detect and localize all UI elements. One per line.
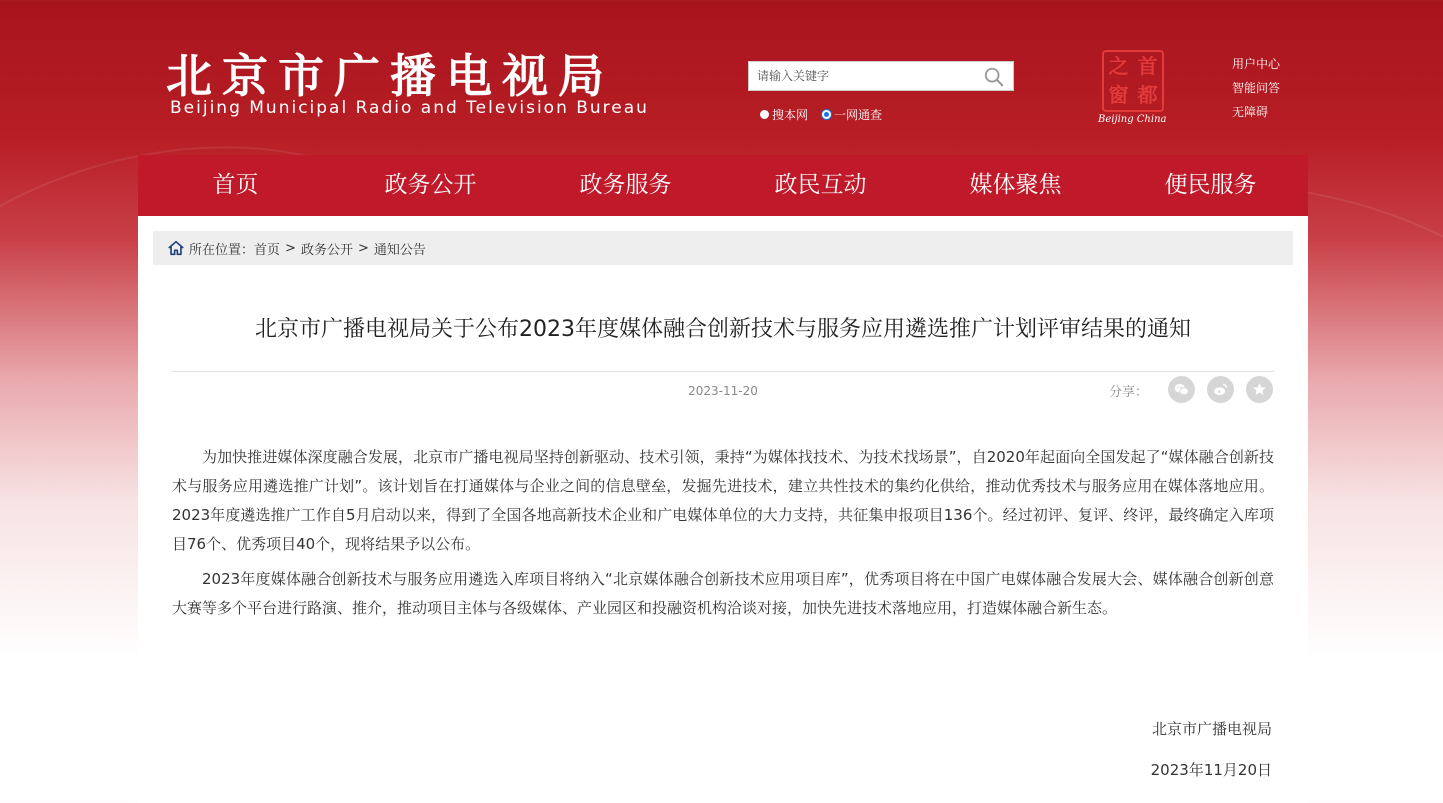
link-smart-qa[interactable]: 智能问答	[1232, 81, 1281, 95]
share-label: 分享：	[1109, 385, 1149, 400]
wechat-icon	[1173, 381, 1190, 398]
nav-item-interaction[interactable]: 政民互动	[774, 172, 867, 198]
nav-item-home[interactable]: 首页	[212, 172, 259, 198]
seal-char: 之	[1108, 54, 1129, 78]
radio-button[interactable]	[822, 110, 831, 119]
radio-label: 搜本网	[772, 108, 809, 122]
publish-date: 2023-11-20	[688, 384, 758, 398]
signoff-organization: 北京市广播电视局	[1151, 720, 1272, 738]
seal-char: 窗	[1108, 83, 1129, 107]
radio-search-site[interactable]	[760, 106, 808, 123]
breadcrumb-notices[interactable]: 通知公告	[373, 242, 426, 258]
breadcrumb-prefix: 所在位置：	[189, 242, 255, 258]
search-input[interactable]	[749, 62, 979, 90]
top-links	[1232, 55, 1280, 120]
link-accessibility[interactable]: 无障碍	[1232, 105, 1269, 119]
breadcrumb-separator: >	[357, 240, 369, 256]
share-favorite-button[interactable]	[1246, 376, 1273, 403]
site-logo-subtitle: Beijing Municipal Radio and Television Bureau	[170, 98, 649, 118]
breadcrumb	[153, 231, 1293, 265]
seal-char: 都	[1137, 83, 1158, 107]
link-user-center[interactable]: 用户中心	[1232, 57, 1281, 71]
title-divider	[172, 371, 1274, 372]
share-wechat-button[interactable]	[1168, 376, 1195, 403]
article-paragraph: 为加快推进媒体深度融合发展，北京市广播电视局坚持创新驱动、技术引领，秉持“为媒体找技术、为技术找场景”，自2020年起面向全国发起了“媒体融合创新技术与服务应用遴选推广计划”。该计划旨在打通媒体与企业之间的信息壁垒，发掘先进技术，建立共性技术的集约化供给，推动优秀技术与服务应用在媒体落地应用。2023年度遴选推广工作自5月启动以来，得到了全国各地高新技术企业和广电媒体单位的大力支持，共征集申报项目136个。经过初评、复评、终评，最终确定入库项目76个、优秀项目40个，现将结果予以公布。	[172, 448, 1274, 553]
breadcrumb-separator: >	[285, 240, 296, 256]
main-content	[138, 216, 1308, 803]
seal-char: 首	[1137, 54, 1158, 78]
site-logo-title[interactable]: 北京市广播电视局	[166, 49, 614, 103]
breadcrumb-government-affairs[interactable]: 政务公开	[300, 242, 353, 258]
article-title: 北京市广播电视局关于公布2023年度媒体融合创新技术与服务应用遴选推广计划评审结果的通知	[255, 317, 1191, 342]
search-icon[interactable]	[983, 66, 1005, 88]
radio-label: 一网通查	[834, 108, 883, 122]
main-nav	[138, 155, 1308, 216]
weibo-icon	[1212, 381, 1229, 398]
search-box	[748, 61, 1014, 91]
favorite-icon	[1251, 381, 1268, 398]
search-scope-options	[760, 106, 882, 123]
seal-mark	[1102, 50, 1164, 112]
nav-item-government-affairs[interactable]: 政务公开	[384, 172, 477, 198]
radio-button[interactable]	[760, 110, 769, 119]
article-paragraph: 2023年度媒体融合创新技术与服务应用遴选入库项目将纳入“北京媒体融合创新技术应用项目库”，优秀项目将在中国广电媒体融合发展大会、媒体融合创新创意大赛等多个平台进行路演、推介，推动项目主体与各级媒体、产业园区和投融资机构洽谈对接，加快先进技术落地应用，打造媒体融合新生态。	[172, 570, 1274, 617]
nav-item-public-services[interactable]: 便民服务	[1164, 172, 1257, 198]
article-body	[172, 443, 1274, 629]
site-header	[0, 0, 1443, 155]
share-weibo-button[interactable]	[1207, 376, 1234, 403]
nav-item-government-services[interactable]: 政务服务	[579, 172, 672, 198]
seal-subtitle: Beijing China	[1098, 114, 1167, 125]
home-icon	[167, 239, 185, 257]
nav-item-media-focus[interactable]: 媒体聚焦	[969, 172, 1062, 198]
capital-window-seal-logo[interactable]	[1098, 50, 1172, 130]
breadcrumb-home[interactable]: 首页	[254, 242, 281, 258]
signoff-date: 2023年11月20日	[1150, 761, 1272, 779]
radio-search-all[interactable]	[822, 106, 882, 123]
